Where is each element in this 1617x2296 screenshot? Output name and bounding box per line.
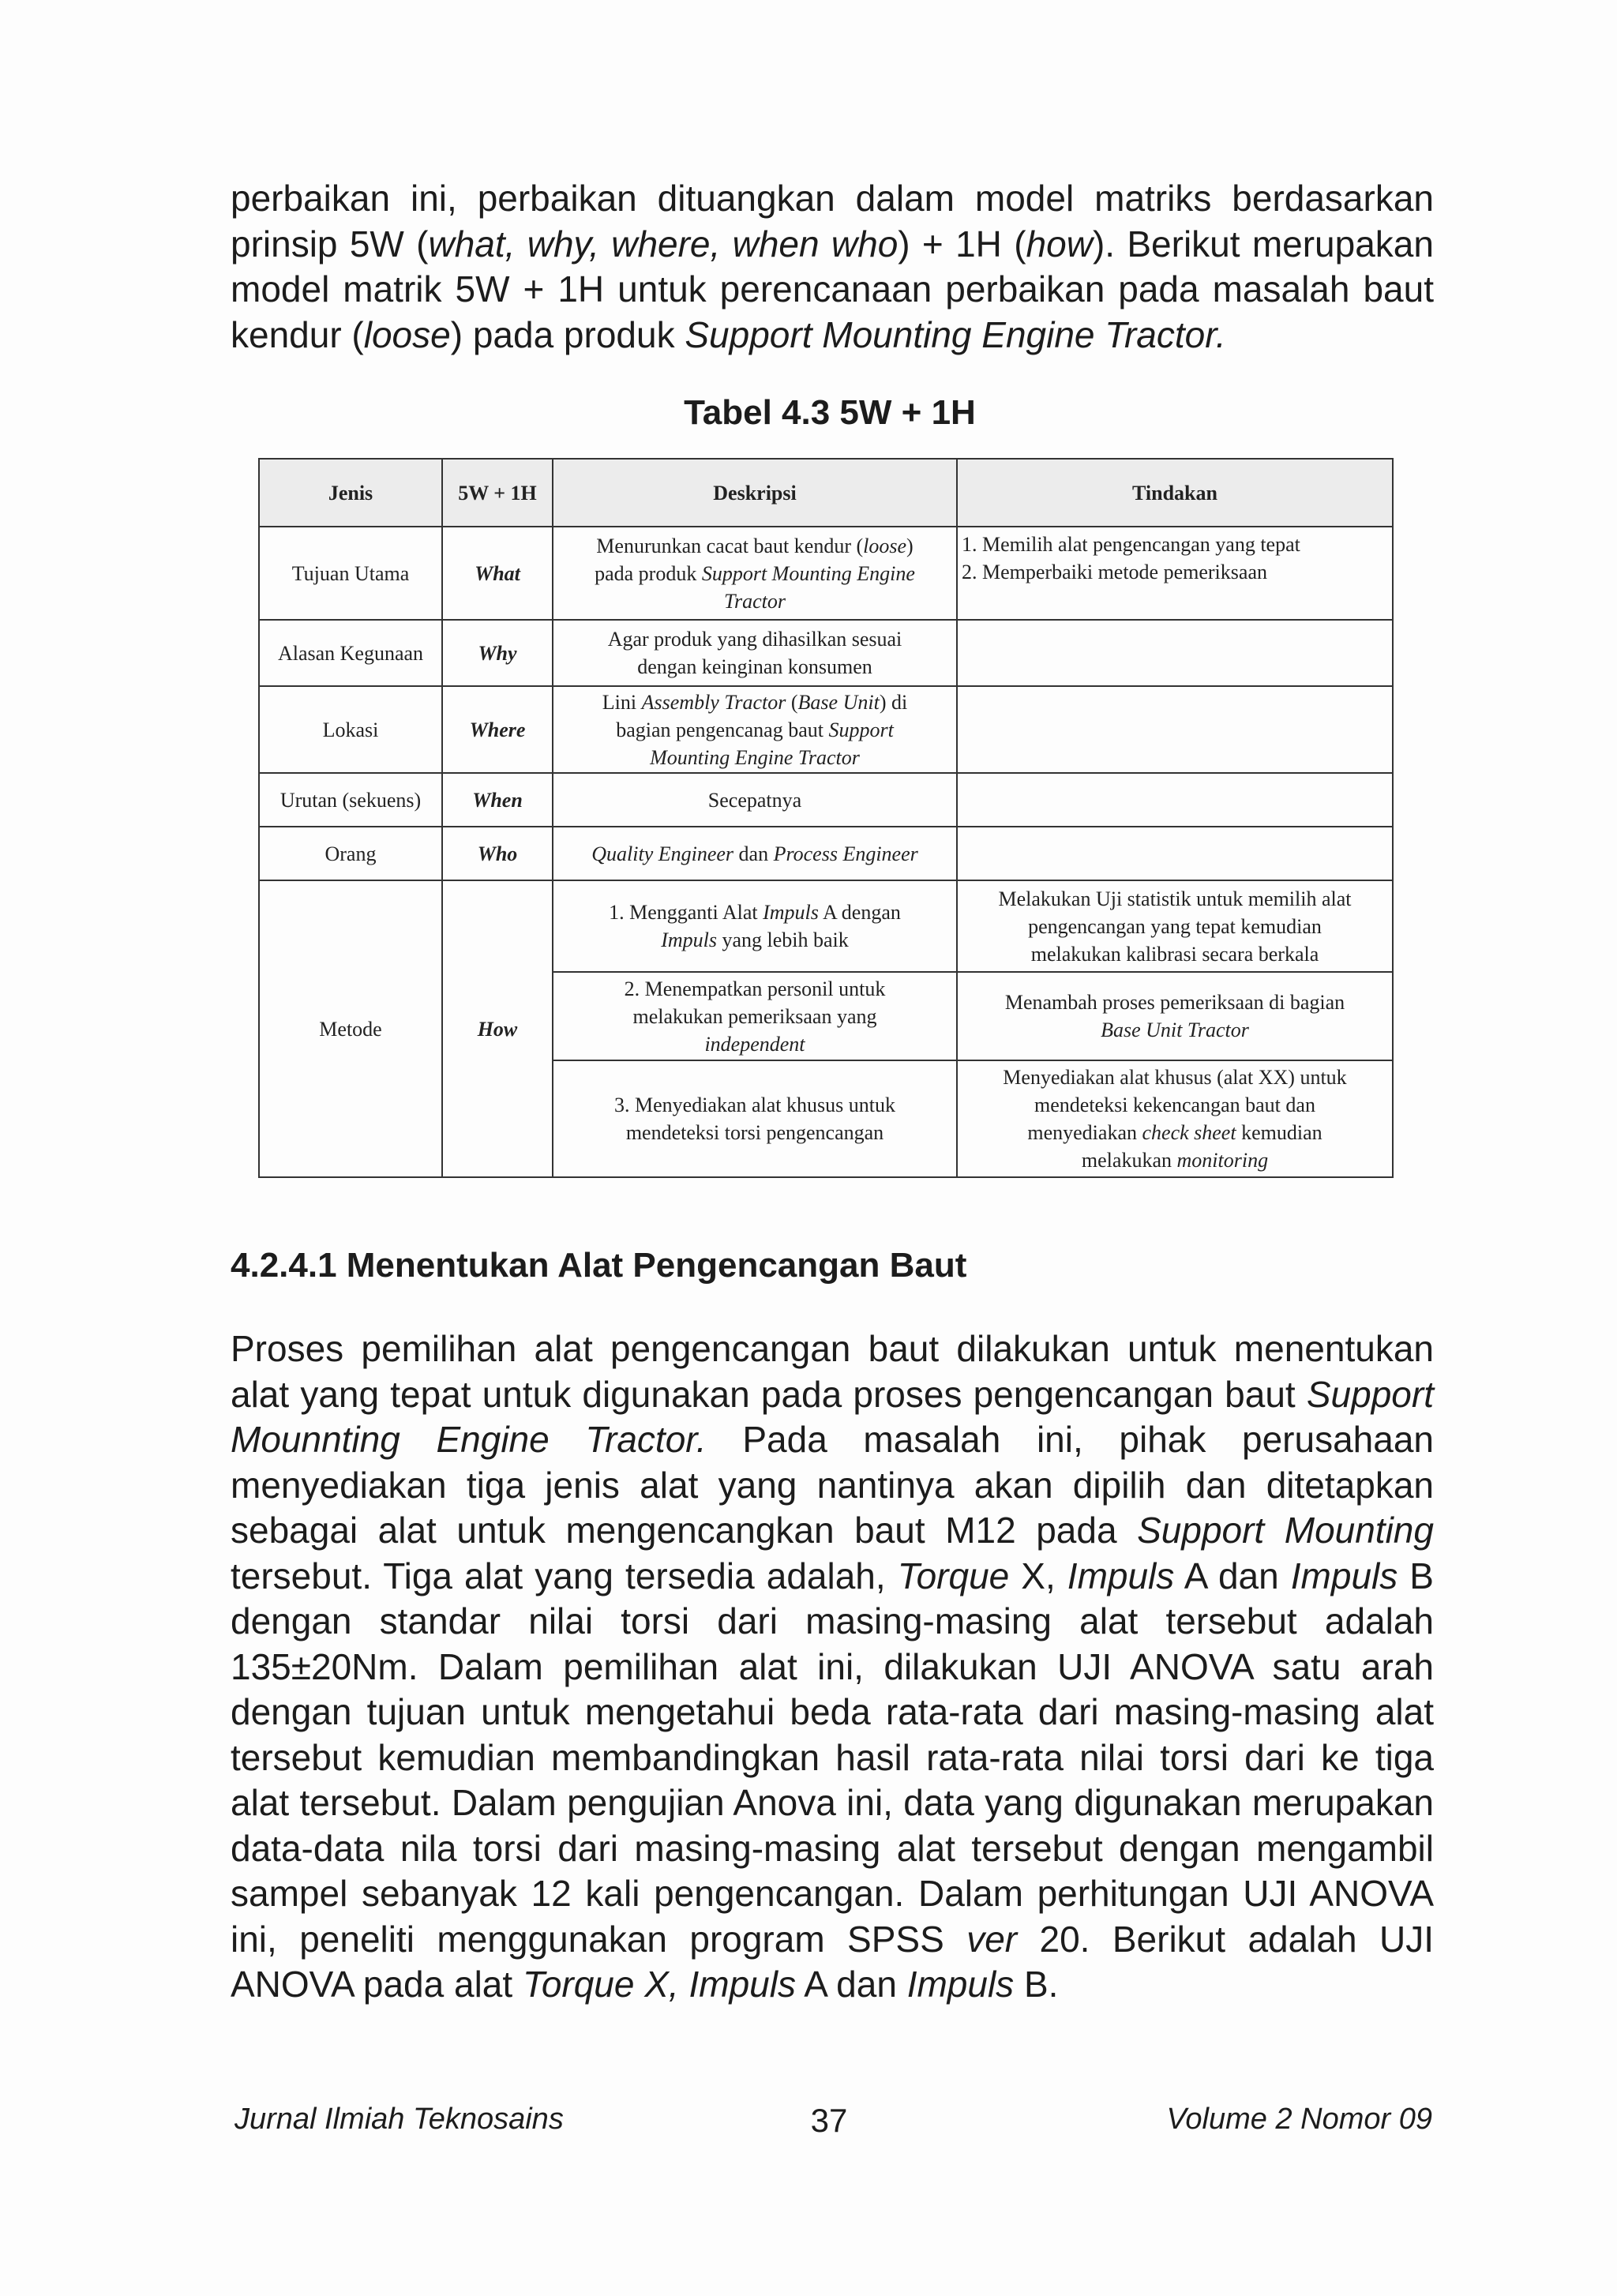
footer-page-number: 37 [810,2102,848,2139]
cell-line [557,653,952,681]
text-run: B. [1014,1964,1059,2005]
text-run: mendeteksi torsi pengencangan [625,1121,884,1144]
text-run: 3. Menyediakan alat khusus untuk [614,1094,895,1116]
text-run: X, [1009,1555,1067,1596]
footer-volume: Volume 2 Nomor 09 [1166,2103,1432,2136]
cell-line [962,1091,1388,1119]
text-run: Support Mounnting Engine Tractor. [231,1373,1434,1460]
text-run: independent [704,1032,805,1056]
cell-line [557,899,952,926]
text-run: melakukan [1081,1149,1177,1172]
cell-line [557,840,952,868]
text-run: kemudian [1236,1121,1322,1144]
cell-line [557,587,952,615]
text-run: Proses pemilihan alat pengencangan baut dilakukan untuk menentukan alat yang tepat untuk digunakan pada proses pengencangan baut [231,1328,1434,1415]
text-run: melakukan kalibrasi secara berkala [1030,942,1319,966]
text-run: Menambah proses pemeriksaan di bagian [1004,991,1345,1014]
cell-5w1h: What [442,527,553,620]
text-run: ( [786,690,798,714]
cell-5w1h: Who [442,827,553,880]
text-run: Impuls [661,929,717,951]
text-run: Support Mounting Engine Tractor. [685,313,1226,355]
text-run: Support Mounting Engine [701,561,915,585]
table-row [259,686,1393,773]
text-run: loose [863,534,907,557]
cell-line [962,913,1388,940]
text-run: what, why, where, when who [428,223,899,264]
cell-deskripsi [553,620,957,686]
cell-jenis: Lokasi [259,686,442,773]
table-caption: Tabel 4.3 5W + 1H [684,393,976,432]
text-run: Pada masalah ini, pihak perusahaan menyediakan tiga jenis alat yang nantinya akan dipilih dan ditetapkan sebagai alat untuk mengencangkan baut M12 pada [231,1419,1435,1551]
cell-line [557,1091,952,1119]
text-run: check sheet [1142,1121,1236,1144]
text-run: ) pada produk [450,313,685,355]
text-run: yang lebih baik [716,929,849,951]
text-run: Quality Engineer [591,842,734,865]
cell-deskripsi [553,972,957,1060]
text-run: Assembly Tractor [641,690,786,714]
cell-tindakan [957,686,1393,773]
text-run: Support Mounting [1137,1510,1434,1551]
intro-paragraph [231,176,1434,358]
table-row [259,880,1393,972]
cell-5w1h: How [442,880,553,1177]
cell-line [557,975,952,1003]
text-run: dan [733,842,774,865]
cell-tindakan [957,880,1393,972]
cell-5w1h: Where [442,686,553,773]
text-run: pengencangan yang tepat kemudian [1028,914,1322,938]
text-run: Torque [897,1555,1010,1596]
cell-line [557,532,952,560]
cell-tindakan [957,827,1393,880]
cell-tindakan [957,972,1393,1060]
text-run: 1. Memilih alat pengencangan yang tepat [962,533,1300,556]
header-jenis: Jenis [259,459,442,527]
cell-jenis: Orang [259,827,442,880]
text-run: Menurunkan cacat baut kendur ( [596,534,864,557]
cell-line [557,688,952,716]
text-run: Base Unit Tractor [1101,1019,1249,1041]
cell-line [962,1016,1388,1044]
text-run: monitoring [1176,1149,1269,1172]
text-run: ver [966,1918,1018,1960]
cell-deskripsi [553,827,957,880]
text-run: 20. Berikut adalah UJI ANOVA pada alat [231,1918,1434,2005]
text-run: Menyediakan alat khusus (alat XX) untuk [1003,1066,1347,1089]
cell-deskripsi [553,1060,957,1177]
text-run: Secepatnya [707,788,802,812]
header-5w1h: 5W + 1H [442,459,553,527]
text-run: Impuls [763,901,819,924]
text-run: perbaikan ini, perbaikan dituangkan dalam model matriks berdasarkan prinsip 5W ( [231,178,1434,264]
cell-line [557,786,952,814]
header-tindakan: Tindakan [957,459,1393,527]
table-header-row [259,459,1393,527]
cell-jenis: Urutan (sekuens) [259,773,442,827]
cell-line [557,560,952,587]
text-run: Impuls [906,1964,1015,2005]
text-run: A dan [795,1964,907,2005]
cell-deskripsi [553,686,957,773]
text-run: tersebut. Tiga alat yang tersedia adalah, [231,1555,898,1596]
text-run: ) + 1H ( [898,223,1026,264]
text-run: Melakukan Uji statistik untuk memilih alat [998,887,1352,910]
text-run: bagian pengencanag baut [616,718,829,741]
text-run: ) di [879,690,908,714]
text-run: Lini [602,690,642,714]
cell-deskripsi [553,880,957,972]
cell-tindakan [957,620,1393,686]
table-row [259,527,1393,620]
cell-line [962,1146,1388,1174]
text-run: Process Engineer [773,842,918,865]
text-run: Tractor [723,589,786,613]
cell-tindakan [957,527,1393,620]
text-run: B dengan standar nilai torsi dari masing-masing alat tersebut adalah 135±20Nm. Dalam pemilihan alat ini, dilakukan UJI ANOVA satu arah dengan tujuan untuk mengetahui beda rata-rata dari masing-masing alat tersebut kemudian membandingkan hasil rata-rata nilai torsi dari ke tiga alat tersebut. Dalam pengujian Anova ini, data yang digunakan merupakan data-data nila torsi dari masing-masing alat tersebut dengan mengambil sampel sebanyak 12 kali pengencangan. Dalam perhitungan UJI ANOVA ini, peneliti menggunakan program SPSS [231,1555,1434,1960]
text-run: Impuls [1290,1555,1398,1596]
table-row [259,773,1393,827]
body-paragraph [231,1326,1434,2008]
cell-line [962,885,1388,913]
table-5w1h [258,458,1394,1178]
text-run: melakukan pemeriksaan yang [632,1004,877,1028]
text-run: A dan [1174,1555,1291,1596]
section-heading: 4.2.4.1 Menentukan Alat Pengencangan Baut [231,1246,967,1285]
text-run: 2. Memperbaiki metode pemeriksaan [962,561,1267,583]
cell-5w1h: When [442,773,553,827]
text-run: dengan keinginan konsumen [637,655,872,678]
text-run: Agar produk yang dihasilkan sesuai [607,628,902,651]
text-run: how [1026,223,1093,264]
cell-line [557,926,952,954]
cell-tindakan [957,773,1393,827]
cell-jenis: Alasan Kegunaan [259,620,442,686]
cell-line [962,1064,1388,1091]
text-run: ). Berikut merupakan model matrik 5W + 1H untuk perencanaan perbaikan pada masalah baut kendur ( [231,223,1434,355]
cell-jenis: Metode [259,880,442,1177]
cell-line [962,940,1388,968]
cell-line [557,744,952,771]
text-run: pada produk [595,561,702,585]
text-run: menyediakan [1027,1121,1142,1144]
cell-deskripsi [553,527,957,620]
cell-line [962,558,1388,586]
cell-5w1h: Why [442,620,553,686]
cell-line [557,716,952,744]
text-run: loose [363,313,451,355]
cell-line [962,531,1388,558]
cell-tindakan [957,1060,1393,1177]
text-run: 2. Menempatkan personil untuk [624,977,886,1000]
cell-jenis: Tujuan Utama [259,527,442,620]
cell-line [962,1119,1388,1146]
table-row [259,827,1393,880]
text-run: 1. Mengganti Alat [609,901,763,924]
header-deskripsi: Deskripsi [553,459,957,527]
text-run: Mounting Engine Tractor [650,745,860,769]
cell-line [962,989,1388,1016]
text-run: Support [828,718,894,741]
cell-line [557,1003,952,1030]
cell-line [557,1030,952,1058]
cell-deskripsi [553,773,957,827]
text-run: ) [906,534,914,557]
cell-line [557,1119,952,1146]
footer-journal-name: Jurnal Ilmiah Teknosains [234,2103,564,2136]
text-run: A dengan [818,901,901,924]
table-row [259,620,1393,686]
text-run: mendeteksi kekencangan baut dan [1034,1094,1315,1116]
text-run: Impuls [1067,1555,1175,1596]
text-run: Torque X, Impuls [522,1964,796,2005]
cell-line [557,625,952,653]
text-run: Base Unit [797,690,880,714]
